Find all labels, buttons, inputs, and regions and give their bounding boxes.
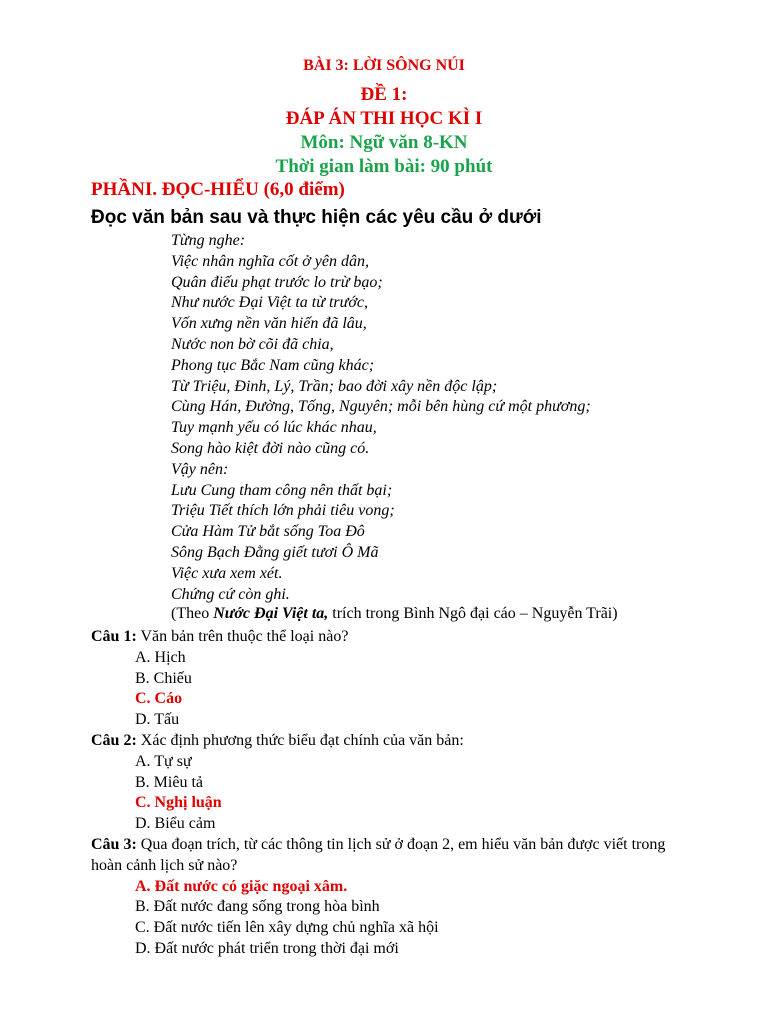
poem-line: Phong tục Bắc Nam cũng khác;: [171, 356, 375, 374]
poem-line: Nước non bờ cõi đã chia,: [171, 335, 334, 353]
source-prefix: (Theo: [171, 605, 214, 622]
question-label: Câu 2:: [91, 731, 137, 749]
poem-line: Việc xưa xem xét.: [171, 564, 283, 582]
option-3a-correct: A. Đất nước có giặc ngoại xâm.: [135, 877, 348, 895]
poem-line: Cửa Hàm Tử bắt sống Toa Đô: [171, 523, 365, 541]
question-text: Qua đoạn trích, từ các thông tin lịch sử ở đoạn 2, em hiểu văn bản được viết trong hoàn cảnh lịch sử nào?: [91, 835, 666, 874]
poem-line: Lưu Cung tham công nên thất bại;: [171, 481, 393, 499]
lesson-title: BÀI 3: LỜI SÔNG NÚI: [303, 57, 465, 74]
question-1: [91, 627, 691, 648]
questions-list: [91, 627, 691, 960]
question-label: Câu 3:: [91, 835, 137, 853]
poem-line: Cùng Hán, Đường, Tống, Nguyên; mỗi bên hùng cứ một phương;: [171, 398, 591, 416]
source-title: Nước Đại Việt ta,: [213, 605, 329, 622]
option-1c-correct: C. Cáo: [135, 690, 183, 708]
part-title: PHẦNI. ĐỌC-HIỂU (6,0 điểm): [91, 179, 345, 200]
poem-line: Triệu Tiết thích lớn phải tiêu vong;: [171, 502, 395, 520]
poem-line: Tuy mạnh yếu có lúc khác nhau,: [171, 419, 377, 437]
poem-line: Từng nghe:: [171, 232, 246, 249]
poem-excerpt: [171, 231, 591, 605]
poem-line: Vậy nên:: [171, 460, 229, 478]
source-suffix: trích trong Bình Ngô đại cáo – Nguyễn Trãi): [328, 605, 618, 622]
option-2d: D. Biểu cảm: [135, 815, 216, 833]
poem-line: Việc nhân nghĩa cốt ở yên dân,: [171, 252, 369, 270]
option-3c: C. Đất nước tiến lên xây dựng chủ nghĩa xã hội: [135, 919, 439, 937]
answer-title: ĐÁP ÁN THI HỌC KÌ I: [285, 108, 483, 129]
question-2: [91, 731, 691, 752]
option-2c-correct: C. Nghị luận: [135, 794, 222, 812]
poem-line: Vốn xưng nền văn hiến đã lâu,: [171, 315, 367, 333]
question-3: [91, 835, 691, 877]
poem-line: Sông Bạch Đằng giết tươi Ô Mã: [171, 543, 379, 561]
option-3d: D. Đất nước phát triển trong thời đại mới: [135, 939, 399, 957]
exam-number: ĐỀ 1:: [360, 84, 408, 105]
option-2b: B. Miêu tả: [135, 773, 203, 791]
option-1a: A. Hịch: [135, 648, 186, 666]
option-1d: D. Tấu: [135, 711, 180, 729]
poem-line: Song hào kiệt đời nào cũng có.: [171, 439, 370, 457]
question-label: Câu 1:: [91, 628, 137, 645]
option-2a: A. Tự sự: [135, 752, 192, 770]
poem-line: Từ Triệu, Đinh, Lý, Trần; bao đời xây nền độc lập;: [171, 377, 498, 395]
poem-line: Chứng cứ còn ghi.: [171, 585, 290, 603]
option-1b: B. Chiếu: [135, 669, 192, 687]
question-text: Xác định phương thức biểu đạt chính của văn bản:: [136, 731, 464, 749]
reading-instruction: Đọc văn bản sau và thực hiện các yêu cầu ở dưới: [91, 207, 542, 228]
question-text: Văn bản trên thuộc thể loại nào?: [136, 628, 349, 645]
option-3b: B. Đất nước đang sống trong hòa bình: [135, 898, 380, 916]
source-citation: [171, 605, 618, 623]
poem-line: Quân điếu phạt trước lo trừ bạo;: [171, 273, 383, 291]
poem-line: Như nước Đại Việt ta từ trước,: [171, 294, 368, 312]
subject-line: Môn: Ngữ văn 8-KN: [300, 132, 468, 153]
time-line: Thời gian làm bài: 90 phút: [275, 156, 493, 177]
